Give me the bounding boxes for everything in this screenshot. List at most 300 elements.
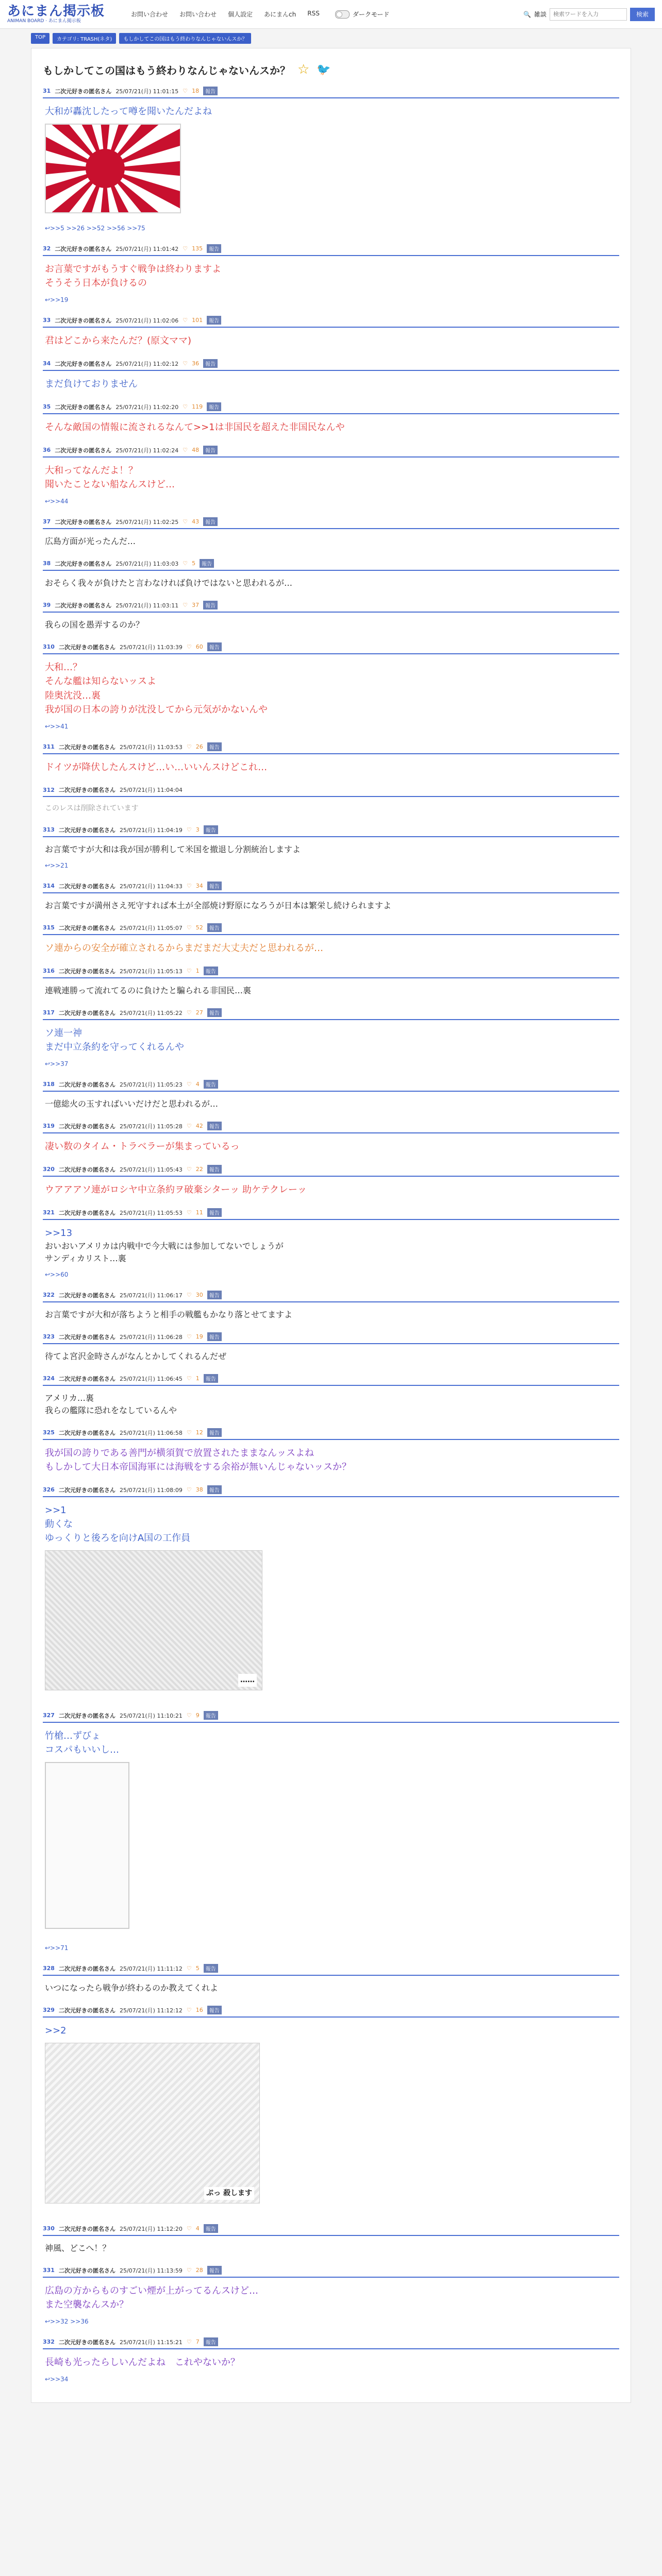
poster-name: 二次元好きの匿名さん [58, 924, 115, 931]
poster-name: 二次元好きの匿名さん [58, 2225, 115, 2232]
post-line: 我が国の日本の誇りが沈没してから元気がかないんや [45, 704, 268, 715]
like-count: 38 [195, 1486, 203, 1493]
post-body [43, 457, 619, 506]
like-count: 26 [195, 743, 203, 750]
post-date: 25/07/21(月) 11:05:28 [119, 1123, 183, 1130]
post-header [43, 1485, 619, 1497]
report-button[interactable]: 報告 [203, 87, 218, 95]
post-body [43, 654, 619, 731]
post-body [43, 1497, 619, 1700]
like-icon[interactable]: ♡ [183, 602, 188, 608]
post-header [43, 244, 619, 256]
post-date: 25/07/21(月) 11:04:04 [119, 787, 183, 793]
manga-panel-image [45, 1551, 262, 1690]
post-header [43, 1080, 619, 1092]
nav-item[interactable]: RSS [307, 10, 320, 17]
post-body [43, 893, 619, 912]
post-number[interactable]: 324 [43, 1375, 55, 1382]
like-icon[interactable]: ♡ [186, 968, 192, 974]
post [43, 517, 619, 548]
post-number[interactable]: 325 [43, 1429, 55, 1436]
post-line: お言葉ですが大和は我が国が勝利して米国を撤退し分割統治しますよ [45, 844, 301, 854]
post [43, 1964, 619, 1994]
post [43, 1080, 619, 1110]
like-icon[interactable]: ♡ [186, 1965, 192, 1972]
poster-name: 二次元好きの匿名さん [55, 560, 112, 567]
post-number[interactable]: 331 [43, 2267, 55, 2274]
dark-mode-toggle[interactable] [335, 10, 390, 19]
report-button[interactable]: 報告 [207, 1122, 222, 1130]
post-line: 広島方面が光ったんだ… [45, 536, 136, 546]
post [43, 1208, 619, 1279]
like-icon[interactable]: ♡ [186, 1375, 192, 1382]
post-header [43, 882, 619, 893]
post [43, 1485, 619, 1700]
post-header [43, 1291, 619, 1302]
report-button[interactable]: 報告 [204, 2337, 218, 2346]
post [43, 742, 619, 774]
post-number[interactable]: 320 [43, 1166, 55, 1173]
post-date: 25/07/21(月) 11:10:21 [119, 1712, 183, 1719]
report-button[interactable]: 報告 [203, 601, 218, 609]
post-date: 25/07/21(月) 11:06:17 [119, 1292, 183, 1299]
like-icon[interactable]: ♡ [186, 1712, 192, 1719]
post-header [43, 559, 619, 571]
post-number[interactable]: 332 [43, 2338, 55, 2345]
post [43, 1165, 619, 1197]
post-body [43, 613, 619, 631]
poster-name: 二次元好きの匿名さん [55, 360, 112, 367]
like-icon[interactable]: ♡ [183, 560, 188, 567]
post-date: 25/07/21(月) 11:02:20 [115, 403, 179, 411]
post-number[interactable]: 33 [43, 317, 51, 324]
report-button[interactable]: 報告 [207, 1428, 222, 1437]
post [43, 1332, 619, 1363]
search-scope[interactable]: 雑談 [534, 11, 547, 18]
report-button[interactable]: 報告 [204, 1711, 218, 1720]
post-line: ゆっくりと後ろを向けA国の工作員 [45, 1533, 191, 1544]
post-line: 大和ってなんだよ！？ [45, 465, 138, 476]
poster-name: 二次元好きの匿名さん [58, 1429, 115, 1436]
poster-name: 二次元好きの匿名さん [58, 1166, 115, 1173]
like-count: 5 [192, 560, 196, 567]
post-image[interactable] [45, 1762, 129, 1929]
post-date: 25/07/21(月) 11:06:58 [119, 1429, 183, 1436]
post-body [43, 2278, 619, 2326]
post [43, 1711, 619, 1953]
post-date: 25/07/21(月) 11:01:42 [115, 245, 179, 252]
post-line: 君はどこから来たんだ？(原文ママ) [45, 335, 192, 346]
post-number[interactable]: 312 [43, 786, 55, 793]
post [43, 2224, 619, 2255]
post-number[interactable]: 314 [43, 883, 55, 889]
report-button[interactable]: 報告 [207, 642, 222, 651]
like-icon[interactable]: ♡ [186, 2338, 192, 2345]
post [43, 967, 619, 997]
post-header [43, 1122, 619, 1133]
twitter-icon[interactable]: 🐦 [317, 63, 331, 76]
poster-name: 二次元好きの匿名さん [55, 403, 112, 411]
post [43, 1122, 619, 1154]
post-line: >>2 [45, 2025, 67, 2036]
post-date: 25/07/21(月) 11:01:15 [115, 88, 179, 95]
post-header [43, 446, 619, 457]
reply-links[interactable]: ↩>>21 [45, 862, 69, 869]
report-button[interactable]: 報告 [204, 2224, 218, 2233]
report-button[interactable]: 報告 [207, 923, 222, 932]
like-icon[interactable]: ♡ [186, 1486, 192, 1493]
post-line: 広島の方からものすごい煙が上がってるんスけど… [45, 2285, 258, 2296]
like-icon[interactable]: ♡ [186, 1292, 192, 1298]
poster-name: 二次元好きの匿名さん [55, 602, 112, 609]
like-icon[interactable]: ♡ [186, 826, 192, 833]
poster-name: 二次元好きの匿名さん [58, 1486, 115, 1494]
report-button[interactable]: 報告 [207, 1008, 222, 1017]
toggle-switch[interactable] [335, 10, 350, 19]
like-icon[interactable]: ♡ [186, 643, 192, 650]
nav-item[interactable]: お問い合わせ [179, 11, 217, 18]
like-count: 19 [195, 1333, 203, 1340]
post-body [43, 1723, 619, 1953]
like-count: 36 [192, 360, 200, 367]
like-icon[interactable]: ♡ [186, 1166, 192, 1173]
report-button[interactable]: 報告 [207, 1291, 222, 1299]
document-screenshot-image [45, 1762, 129, 1928]
post-number[interactable]: 327 [43, 1712, 55, 1719]
like-icon[interactable]: ♡ [183, 447, 188, 453]
poster-name: 二次元好きの匿名さん [55, 245, 112, 252]
post-number[interactable]: 317 [43, 1009, 55, 1016]
report-button[interactable]: 報告 [207, 742, 222, 751]
reply-links[interactable]: ↩>>5 >>26 >>52 >>56 >>75 [45, 225, 145, 232]
search-button[interactable]: 検索 [630, 8, 655, 21]
poster-name: 二次元好きの匿名さん [58, 2007, 115, 2014]
post-number[interactable]: 322 [43, 1292, 55, 1298]
post-date: 25/07/21(月) 11:05:13 [119, 968, 183, 975]
post-line: いつになったら戦争が終わるのか教えてくれよ [45, 1983, 219, 1993]
post-line: アメリカ…裏 [45, 1393, 94, 1403]
post-number[interactable]: 330 [43, 2225, 55, 2232]
dark-mode-label: ダークモード [352, 11, 390, 18]
post-number[interactable]: 323 [43, 1333, 55, 1340]
post [43, 601, 619, 631]
breadcrumb-thread[interactable]: もしかしてこの国はもう終わりなんじゃないんスか？ [119, 33, 251, 44]
post-date: 25/07/21(月) 11:05:07 [119, 924, 183, 931]
post-line: ドイツが降伏したんスけど…い…いいんスけどこれ… [45, 762, 268, 773]
post-header [43, 923, 619, 935]
post-line: まだ負けておりません [45, 379, 138, 389]
report-button[interactable]: 報告 [203, 517, 218, 526]
star-icon[interactable]: ☆ [297, 62, 310, 77]
report-button[interactable]: 報告 [207, 1332, 222, 1341]
like-count: 4 [195, 1081, 200, 1088]
report-button[interactable]: 報告 [207, 1485, 222, 1494]
post-image[interactable] [45, 124, 181, 213]
post-date: 25/07/21(月) 11:13:59 [119, 2267, 183, 2274]
post-number[interactable]: 316 [43, 968, 55, 974]
post-body [43, 1133, 619, 1154]
poster-name: 二次元好きの匿名さん [55, 518, 112, 526]
post-line: お言葉ですが満州さえ死守すれば本土が全部焼け野原になろうが日本は繁栄し続けられますよ [45, 901, 392, 910]
search-input[interactable] [550, 8, 627, 21]
like-icon[interactable]: ♡ [186, 2007, 192, 2013]
post-header [43, 742, 619, 754]
report-button[interactable]: 報告 [204, 825, 218, 834]
like-icon[interactable]: ♡ [186, 1209, 192, 1216]
post-number[interactable]: 328 [43, 1965, 55, 1972]
post-line: 神風、どこへ！？ [45, 2243, 111, 2253]
post-date: 25/07/21(月) 11:05:23 [119, 1081, 183, 1088]
poster-name: 二次元好きの匿名さん [58, 1009, 115, 1016]
report-button[interactable]: 報告 [207, 882, 222, 890]
like-icon[interactable]: ♡ [186, 743, 192, 750]
post-header [43, 825, 619, 837]
post-header [43, 316, 619, 328]
like-count: 3 [195, 826, 200, 833]
post-line: ウアアアソ連がロシヤ中立条約ヲ破棄シターッ 助ケテクレーッ [45, 1184, 307, 1195]
post-image[interactable] [45, 2043, 260, 2204]
post-header [43, 1428, 619, 1440]
post-number[interactable]: 310 [43, 643, 55, 650]
post-number[interactable]: 313 [43, 826, 55, 833]
like-count: 101 [192, 317, 203, 324]
like-count: 30 [195, 1292, 203, 1298]
poster-name: 二次元好きの匿名さん [58, 2267, 115, 2274]
post-line: 我らの艦隊に恐れをなしているんや [45, 1405, 177, 1415]
like-count: 52 [195, 924, 203, 931]
poster-name: 二次元好きの匿名さん [58, 883, 115, 890]
like-icon[interactable]: ♡ [183, 317, 188, 324]
post-body [43, 1220, 619, 1279]
like-icon[interactable]: ♡ [183, 403, 188, 410]
post-header [43, 1332, 619, 1344]
report-button[interactable]: 報告 [207, 2006, 222, 2014]
report-button[interactable]: 報告 [204, 967, 218, 975]
post [43, 359, 619, 391]
post-body [43, 2349, 619, 2384]
poster-name: 二次元好きの匿名さん [58, 1209, 115, 1216]
post-number[interactable]: 37 [43, 518, 51, 525]
post-number[interactable]: 321 [43, 1209, 55, 1216]
post-body [43, 935, 619, 955]
post-line: そんな艦は知らないッスよ [45, 676, 156, 687]
post-body [43, 2018, 619, 2213]
post-header [43, 1964, 619, 1976]
post-line: 長崎も光ったらしいんだよね これやないか？ [45, 2357, 240, 2368]
post-header [43, 87, 619, 98]
post-header [43, 1008, 619, 1020]
post-number[interactable]: 311 [43, 743, 55, 750]
post-header [43, 601, 619, 613]
report-button[interactable]: 報告 [203, 359, 218, 368]
like-icon[interactable]: ♡ [183, 360, 188, 367]
poster-name: 二次元好きの匿名さん [58, 1081, 115, 1088]
post-number[interactable]: 39 [43, 602, 51, 608]
post-date: 25/07/21(月) 11:15:21 [119, 2338, 183, 2346]
like-icon[interactable]: ♡ [183, 518, 188, 525]
like-icon[interactable]: ♡ [186, 2267, 192, 2274]
like-icon[interactable]: ♡ [186, 2225, 192, 2232]
post-line: お言葉ですが大和が落ちようと相手の戦艦もかなり落とせてますよ [45, 1310, 293, 1319]
breadcrumb-top[interactable]: TOP [31, 33, 49, 44]
post-line: 竹槍…ずびょ [45, 1731, 101, 1741]
like-icon[interactable]: ♡ [186, 924, 192, 931]
post-body [43, 1344, 619, 1363]
like-icon[interactable]: ♡ [186, 1081, 192, 1088]
like-count: 1 [195, 1375, 200, 1382]
rising-sun-flag-image [45, 124, 180, 213]
like-count: 135 [192, 245, 203, 252]
reply-links[interactable]: ↩>>34 [45, 2376, 69, 2383]
post-date: 25/07/21(月) 11:03:03 [115, 560, 179, 567]
like-icon[interactable]: ♡ [186, 1333, 192, 1340]
site-logo[interactable] [7, 5, 110, 24]
post [43, 882, 619, 912]
logo-text: あにまん掲示板 [7, 4, 105, 19]
like-icon[interactable]: ♡ [183, 88, 188, 94]
breadcrumb [0, 29, 662, 48]
post [43, 825, 619, 870]
post-body [43, 371, 619, 391]
report-button[interactable]: 報告 [200, 559, 214, 568]
post-body [43, 529, 619, 548]
post-date: 25/07/21(月) 11:02:06 [115, 317, 179, 324]
report-button[interactable]: 報告 [204, 1374, 218, 1383]
post-number[interactable]: 35 [43, 403, 51, 410]
post-line: おそらく我々が負けたと言わなければ負けではないと思われるが… [45, 578, 293, 588]
post-header [43, 1208, 619, 1220]
report-button[interactable]: 報告 [207, 2266, 222, 2275]
post-line: まだ中立条約を守ってくれるんや [45, 1042, 184, 1053]
post-number[interactable]: 36 [43, 447, 51, 453]
like-icon[interactable]: ♡ [186, 1429, 192, 1436]
post-number[interactable]: 326 [43, 1486, 55, 1493]
like-count: 27 [195, 1009, 203, 1016]
post-list [43, 87, 619, 2384]
reply-links[interactable]: ↩>>32 >>36 [45, 2318, 89, 2325]
like-icon[interactable]: ♡ [183, 245, 188, 252]
post-date: 25/07/21(月) 11:03:39 [119, 643, 183, 651]
post-line: 聞いたことない船なんスけど… [45, 479, 175, 490]
poster-name: 二次元好きの匿名さん [58, 2338, 115, 2346]
breadcrumb-category[interactable]: カテゴリ: TRASH(ネタ) [53, 33, 116, 44]
poster-name: 二次元好きの匿名さん [58, 1965, 115, 1972]
like-count: 7 [195, 2338, 200, 2345]
post-date: 25/07/21(月) 11:11:12 [119, 1965, 183, 1972]
poster-name: 二次元好きの匿名さん [58, 787, 115, 793]
post [43, 1291, 619, 1321]
post-body [43, 797, 619, 814]
post-body [43, 256, 619, 304]
report-button[interactable]: 報告 [207, 402, 221, 411]
thread-container [31, 48, 631, 2403]
post [43, 2006, 619, 2213]
post-date: 25/07/21(月) 11:06:45 [119, 1375, 183, 1382]
post-number[interactable]: 318 [43, 1081, 55, 1088]
post-body [43, 837, 619, 870]
post-header [43, 967, 619, 978]
post-header [43, 359, 619, 371]
nav-item[interactable]: お問い合わせ [131, 11, 169, 18]
post-number[interactable]: 315 [43, 924, 55, 931]
search-icon: 🔍 [523, 10, 531, 18]
reply-links[interactable]: ↩>>19 [45, 296, 69, 303]
nav-item[interactable]: あにまんch [264, 11, 296, 18]
post-line: 大和が轟沈したって噂を聞いたんだよね [45, 106, 212, 117]
report-button[interactable]: 報告 [207, 1165, 222, 1174]
post [43, 244, 619, 304]
post-number[interactable]: 329 [43, 2007, 55, 2013]
post-number[interactable]: 34 [43, 360, 51, 367]
reply-links[interactable]: ↩>>37 [45, 1060, 69, 1067]
like-icon[interactable]: ♡ [186, 1009, 192, 1016]
post-header [43, 1374, 619, 1386]
like-count: 42 [195, 1123, 203, 1129]
report-button[interactable]: 報告 [204, 1080, 218, 1089]
post-date: 25/07/21(月) 11:06:28 [119, 1333, 183, 1341]
report-button[interactable]: 報告 [207, 1208, 222, 1217]
post-header [43, 402, 619, 414]
like-count: 12 [195, 1429, 203, 1436]
post [43, 1374, 619, 1417]
post [43, 559, 619, 589]
reply-links[interactable]: ↩>>41 [45, 723, 69, 730]
nav-item[interactable]: 個人設定 [228, 11, 253, 18]
post-number[interactable]: 32 [43, 245, 51, 252]
post-body [43, 98, 619, 233]
post-line: 大和…？ [45, 662, 82, 673]
post [43, 1428, 619, 1474]
post-line: >>1 [45, 1505, 67, 1516]
post-number[interactable]: 319 [43, 1123, 55, 1129]
post-image[interactable] [45, 1550, 262, 1690]
post-line: ソ連からの安全が確立されるからまだまだ大丈夫だと思われるが… [45, 943, 323, 954]
report-button[interactable]: 報告 [204, 1964, 218, 1973]
post-header [43, 786, 619, 797]
report-button[interactable]: 報告 [207, 244, 221, 253]
like-icon[interactable]: ♡ [186, 1123, 192, 1129]
post [43, 2337, 619, 2384]
poster-name: 二次元好きの匿名さん [55, 447, 112, 454]
post-body [43, 1440, 619, 1474]
poster-name: 二次元好きの匿名さん [58, 826, 115, 834]
post-line: ソ連一神 [45, 1028, 82, 1039]
post-header [43, 642, 619, 654]
reply-links[interactable]: ↩>>44 [45, 498, 69, 505]
post-date: 25/07/21(月) 11:08:09 [119, 1486, 183, 1494]
like-count: 37 [192, 602, 200, 608]
post-date: 25/07/21(月) 11:04:33 [119, 883, 183, 890]
like-count: 11 [195, 1209, 203, 1216]
post-line: 待てよ宮沢金時さんがなんとかしてくれるんだぜ [45, 1351, 227, 1361]
post-number[interactable]: 38 [43, 560, 51, 567]
reply-links[interactable]: ↩>>60 [45, 1271, 69, 1278]
thread-title [43, 62, 619, 77]
post-line: >>13 [45, 1228, 73, 1239]
logo-subtext: ANIMAN BOARD · あにまん掲示板 [7, 19, 81, 24]
post-number[interactable]: 31 [43, 88, 51, 94]
report-button[interactable]: 報告 [207, 316, 221, 325]
report-button[interactable]: 報告 [203, 446, 218, 454]
post-body [43, 328, 619, 348]
post-date: 25/07/21(月) 11:12:20 [119, 2225, 183, 2232]
post-line: また空襲なんスか？ [45, 2299, 128, 2310]
post-body [43, 571, 619, 589]
post-line: コスパもいいし… [45, 1744, 119, 1755]
like-icon[interactable]: ♡ [186, 883, 192, 889]
post [43, 923, 619, 955]
reply-links[interactable]: ↩>>71 [45, 1944, 69, 1952]
